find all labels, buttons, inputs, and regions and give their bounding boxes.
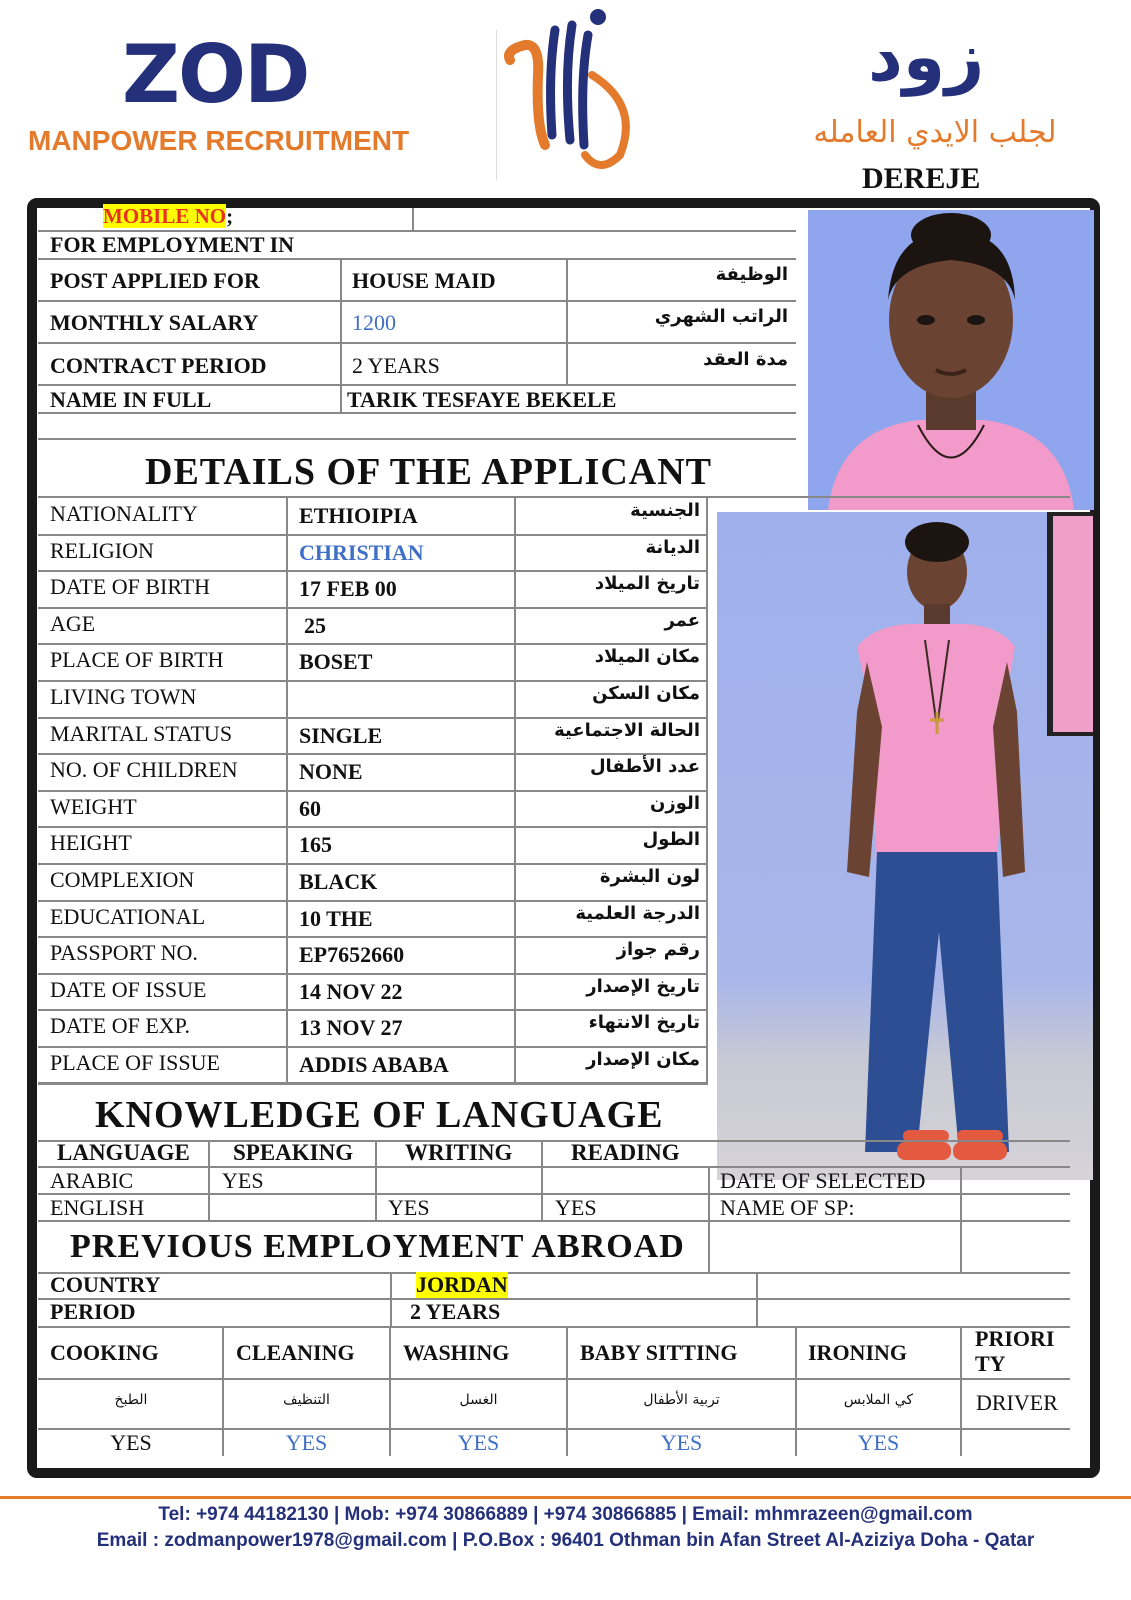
skill-cooking-value: YES (110, 1430, 152, 1455)
skill-babysitting-arabic: تربية الأطفال (643, 1392, 720, 1408)
detail-arabic-label: الدرجة العلمية (575, 902, 700, 924)
detail-arabic-label: تاريخ الانتهاء (588, 1012, 700, 1034)
skill-babysitting-value: YES (660, 1430, 703, 1455)
detail-label: PASSPORT NO. (50, 940, 198, 966)
period-value: 2 YEARS (410, 1299, 501, 1324)
row-divider (38, 863, 708, 865)
row-divider (38, 753, 708, 755)
post-label: POST APPLIED FOR (50, 268, 260, 293)
skill-washing-arabic: الغسل (459, 1392, 498, 1408)
row-divider (38, 936, 708, 938)
row-divider (38, 1046, 708, 1048)
contract-arabic: مدة العقد (703, 349, 788, 370)
detail-arabic-label: الحالة الاجتماعية (554, 719, 700, 741)
lang-header-speaking: SPEAKING (233, 1140, 354, 1165)
detail-value: NONE (299, 759, 363, 785)
detail-arabic-label: مكان الميلاد (594, 646, 700, 668)
fullname-label: NAME IN FULL (50, 387, 212, 412)
mobile-suffix: ; (226, 204, 234, 228)
footer-divider (0, 1496, 1131, 1499)
detail-label: AGE (50, 610, 96, 636)
row-divider (38, 534, 708, 536)
detail-arabic-label: عمر (664, 609, 700, 631)
lang-header-language: LANGUAGE (57, 1140, 190, 1165)
country-value: JORDAN (416, 1272, 508, 1297)
row-divider (38, 680, 708, 682)
skill-cleaning-value: YES (285, 1430, 328, 1455)
lang-english: ENGLISH (50, 1195, 145, 1220)
detail-label: HEIGHT (50, 830, 132, 856)
priority-label: PRIORI TY (975, 1326, 1055, 1376)
footer-contact-line2: Email : zodmanpower1978@gmail.com | P.O.Box : 96401 Othman bin Afan Street Al-Aziziya Doha - Qatar (96, 1530, 1035, 1551)
skill-cooking-arabic: الطبخ (114, 1392, 148, 1408)
detail-arabic-label: تاريخ الإصدار (586, 975, 700, 997)
detail-label: NO. OF CHILDREN (50, 757, 238, 783)
language-title: KNOWLEDGE OF LANGUAGE (95, 1094, 664, 1136)
footer-contact-line1: Tel: +974 44182130 | Mob: +974 30866889 | +974 30866885 | Email: mhmrazeen@gmail.com (158, 1504, 973, 1525)
detail-label: EDUCATIONAL (50, 903, 206, 929)
detail-label: MARITAL STATUS (50, 720, 233, 746)
detail-arabic-label: الوزن (650, 792, 700, 814)
employment-label: FOR EMPLOYMENT IN (50, 232, 295, 257)
applicant-portrait-photo (808, 210, 1094, 510)
detail-value: ETHIOIPIA (299, 503, 418, 528)
detail-value: 13 NOV 27 (299, 1015, 403, 1041)
detail-label: DATE OF ISSUE (50, 976, 207, 1002)
row-divider (38, 973, 708, 975)
detail-arabic-label: تاريخ الميلاد (594, 573, 700, 595)
detail-label: RELIGION (50, 537, 154, 563)
country-label: COUNTRY (50, 1272, 161, 1297)
detail-arabic-label: لون البشرة (599, 866, 700, 887)
fullname-value: TARIK TESFAYE BEKELE (347, 387, 617, 412)
contract-value: 2 YEARS (352, 353, 440, 378)
arabic-brand-logo: زود (868, 18, 985, 97)
detail-value: 60 (299, 795, 321, 821)
row-divider (38, 900, 708, 902)
detail-value: BLACK (299, 869, 378, 894)
detail-label: WEIGHT (50, 793, 137, 819)
lang-header-reading: READING (571, 1140, 680, 1165)
skill-ironing-label: IRONING (808, 1340, 908, 1365)
agent-name: DEREJE (862, 162, 981, 195)
post-value: HOUSE MAID (352, 268, 496, 293)
arabic-brand-subtitle: لجلب الايدي العامله (813, 115, 1057, 150)
priority-value: DRIVER (976, 1390, 1058, 1415)
skill-babysitting-label: BABY SITTING (580, 1340, 738, 1365)
detail-label: LIVING TOWN (50, 684, 197, 709)
detail-value: 165 (299, 832, 332, 858)
detail-value: 10 THE (299, 905, 373, 931)
row-divider (38, 643, 708, 645)
sponsor-label: NAME OF SP: (720, 1195, 855, 1220)
brand-logo-icon (500, 5, 640, 175)
lang-header-writing: WRITING (405, 1140, 513, 1165)
detail-label: PLACE OF BIRTH (50, 647, 224, 673)
detail-value: 25 (304, 612, 326, 638)
post-arabic: الوظيفة (715, 264, 788, 285)
row-divider (38, 1009, 708, 1011)
skill-ironing-value: YES (857, 1430, 900, 1455)
lang-english-reading: YES (555, 1195, 597, 1220)
mobile-label: MOBILE NO (103, 204, 227, 228)
detail-label: COMPLEXION (50, 867, 195, 892)
row-divider (38, 826, 708, 828)
contract-label: CONTRACT PERIOD (50, 353, 267, 378)
skill-washing-value: YES (457, 1430, 500, 1455)
detail-label: PLACE OF ISSUE (50, 1050, 220, 1075)
previous-title: PREVIOUS EMPLOYMENT ABROAD (70, 1228, 685, 1265)
detail-value: SINGLE (299, 722, 383, 748)
detail-arabic-label: مكان الإصدار (586, 1049, 700, 1070)
lang-english-writing: YES (388, 1195, 430, 1220)
skill-cooking-label: COOKING (50, 1340, 159, 1365)
brand-logo-text: ZOD (122, 28, 309, 121)
detail-value: CHRISTIAN (299, 539, 424, 565)
salary-arabic: الراتب الشهري (654, 306, 788, 327)
detail-arabic-label: الديانة (645, 536, 700, 558)
brand-subtitle: MANPOWER RECRUITMENT (28, 125, 410, 156)
detail-arabic-label: الجنسية (630, 500, 700, 521)
detail-label: DATE OF BIRTH (50, 574, 211, 600)
salary-label: MONTHLY SALARY (50, 310, 259, 335)
lang-arabic-speaking: YES (222, 1168, 264, 1193)
skill-cleaning-arabic: التنظيف (283, 1392, 330, 1408)
period-label: PERIOD (50, 1299, 136, 1324)
row-divider (38, 717, 708, 719)
skill-ironing-arabic: كي الملابس (843, 1392, 914, 1408)
detail-value: 14 NOV 22 (299, 978, 403, 1004)
skill-washing-label: WASHING (403, 1340, 510, 1365)
detail-arabic-label: رقم جواز (616, 939, 700, 961)
salary-value: 1200 (352, 310, 396, 335)
skill-cleaning-label: CLEANING (236, 1340, 355, 1365)
detail-label: DATE OF EXP. (50, 1013, 190, 1039)
details-title: DETAILS OF THE APPLICANT (145, 451, 713, 493)
row-divider (38, 607, 708, 609)
detail-arabic-label: عدد الأطفال (589, 756, 700, 778)
detail-value: EP7652660 (299, 942, 405, 968)
detail-value: ADDIS ABABA (299, 1052, 449, 1077)
row-divider (38, 790, 708, 792)
detail-label: NATIONALITY (50, 501, 198, 526)
detail-arabic-label: مكان السكن (592, 683, 700, 704)
detail-value: 17 FEB 00 (299, 576, 397, 602)
header-divider (496, 30, 497, 180)
detail-arabic-label: الطول (642, 829, 700, 851)
detail-value: BOSET (299, 649, 373, 675)
lang-arabic: ARABIC (50, 1168, 134, 1193)
row-divider (38, 570, 708, 572)
date-selected-label: DATE OF SELECTED (720, 1168, 926, 1193)
applicant-fullbody-photo (717, 512, 1093, 1180)
